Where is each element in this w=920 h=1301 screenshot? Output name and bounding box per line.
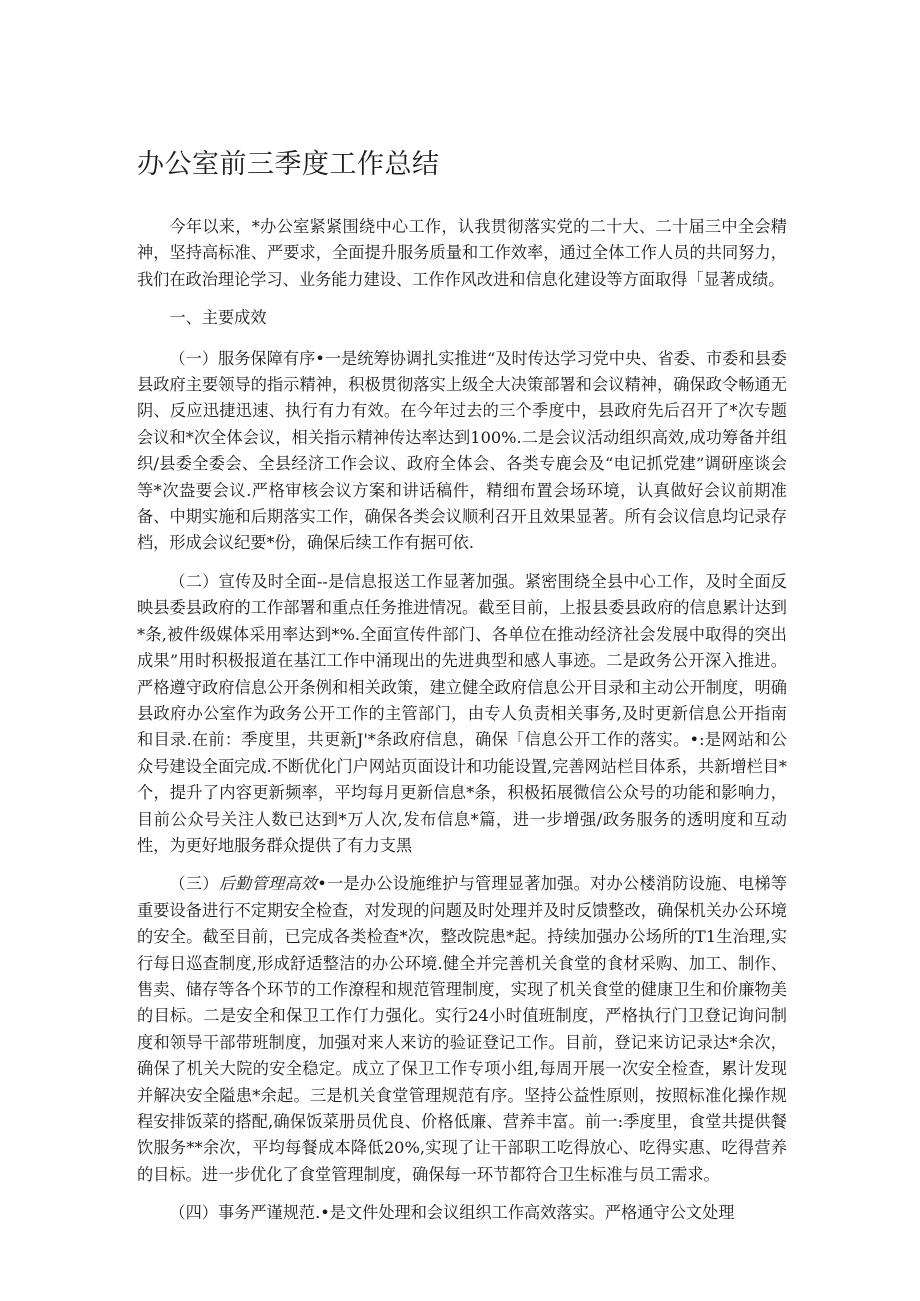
- paragraph-logistics: [137, 871, 787, 1188]
- paragraph-label: （三）: [169, 874, 219, 894]
- paragraph-label: （四）事务严谨规范.•: [169, 1203, 330, 1223]
- paragraph-service-support: [137, 346, 787, 557]
- section-heading: 一、主要成效: [169, 308, 267, 328]
- paragraph-body: 一是办公设施维护与管理显著加强。对办公楼消防设施、电梯等重要设备进行不定期安全检查，对发现的问题及时处理并及时反馈整改，确保机关办公环境的安全。截至目前，已完成各类检查*次，整改院患*起。持续加强办公场所的T1生治理,实行每日巡查制度,形成舒适整洁的办公环境.健全并完善机关食堂的食材采购、加工、制作、售卖、储存等各个环节的工作潦程和规范管理制度，实现了机关食堂的健康卫生和价廉物美的目标。二是安全和保卫工作仃力强化。实行24小时值班制度，严格执行门卫登记询问制度和领导干部带班制度，加强对来人来访的验证登记工作。目前，登记来访记录达*余次，确保了机关大院的安全稳定。成立了保卫工作专项小组,每周开展一次安全检查，累计发现并解决安全隘患*余起。三是机关食堂管理规范有序。坚持公益性原则，按照标准化操作规程安排饭菜的搭配,确保饭菜册员优良、价格低廉、营养丰富。前一:季度里，食堂共提供餐饮服务**余次，平均每餐成本降低20%,实现了让干部职工吃得放心、吃得实惠、吃得营养的目标。进一步优化了食堂管理制度，确保每一环节都符合卫生标准与员工需求。: [137, 874, 788, 1184]
- document-page: [137, 138, 787, 1239]
- paragraph-label: （一）服务保障有序•: [169, 348, 325, 368]
- paragraph-body: 一是统筹协调扎实推进“及时传达学习党中央、省委、市委和县委县政府主要领导的指示精神，积极贯彻落实上级全大决策部署和会议精神，确保政令畅通无阴、反应迅捷迅速、执行有力有效。在今年过去的三个季度中，县政府先后召开了*次专题会议和*次全体会议，相关指示精神传达率达到100%.二是会议活动组织高效,成功筹备并组织/县委全委会、全县经济工作会议、政府全体会、各类专鹿会及“电记抓党建”调研座谈会等*次盎要会议.严格审核会议方案和讲话稿件，精细布置会场环境，认真做好会议前期准备、中期实施和后期落实工作，确保各类会议顺利召开且效果显著。所有会议信息均记录存档，形成会议纪要*份，确保后续工作有据可依.: [137, 348, 787, 553]
- paragraph-affairs: [137, 1200, 787, 1226]
- page-title: 办公室前三季度工作总结: [137, 149, 440, 180]
- paragraph-label: （二）宣传及时全面--: [169, 571, 328, 591]
- paragraph-label-italic: 后勤管理高效•: [218, 874, 327, 894]
- paragraph-body: 是文件处理和会议组织工作高效落实。严格通守公文处理: [329, 1203, 735, 1223]
- paragraph-publicity: [137, 569, 787, 859]
- paragraph-body: 是信息报送工作显著加强。紧密围绕全县中心工作，及时全面反映县委县政府的工作部署和重点任务推进情况。截至目前，上报县委县政府的信息累计达到*条,被件级媒体采用率达到*%.全面宣传件部门、各单位在推动经济社会发展中取得的突出成果”用时积极报道在基江工作中涌现出的先进典型和感人事迹。二是政务公开深入推进。严格遵守政府信息公开条例和相关政策，建立健全政府信息公开目录和主动公开制度，明确县政府办公室作为政务公开工作的主管部门，由专人负责相关事务,及时更新信息公开指南和目录.在前：季度里，共更新J'*条政府信息，确保「信息公开工作的落实。•:是网站和公众号建设全面完成.不断优化门户网站页面设计和功能设置,完善网站栏目体系，共新增栏目*个，提升了内容更新频率，平均每月更新信息*条，积极拓展微信公众号的功能和影响力，目前公众号关注人数已达到*万人次,发布信息*篇，进一步增强/政务服务的透明度和互动性，为更好地服务群众提供了有力支黑: [137, 571, 787, 855]
- intro-paragraph: 今年以来，*办公室紧紧围绕中心工作，认我贯彻落实党的二十大、二十届三中全会精神，坚持高标准、严要求，全面提升服务质量和工作效率，通过全体工作人员的共同努力，我们在政治理论学习、业务能力建设、工作作风改进和信息化建设等方面取得「显著成绩。: [137, 217, 787, 289]
